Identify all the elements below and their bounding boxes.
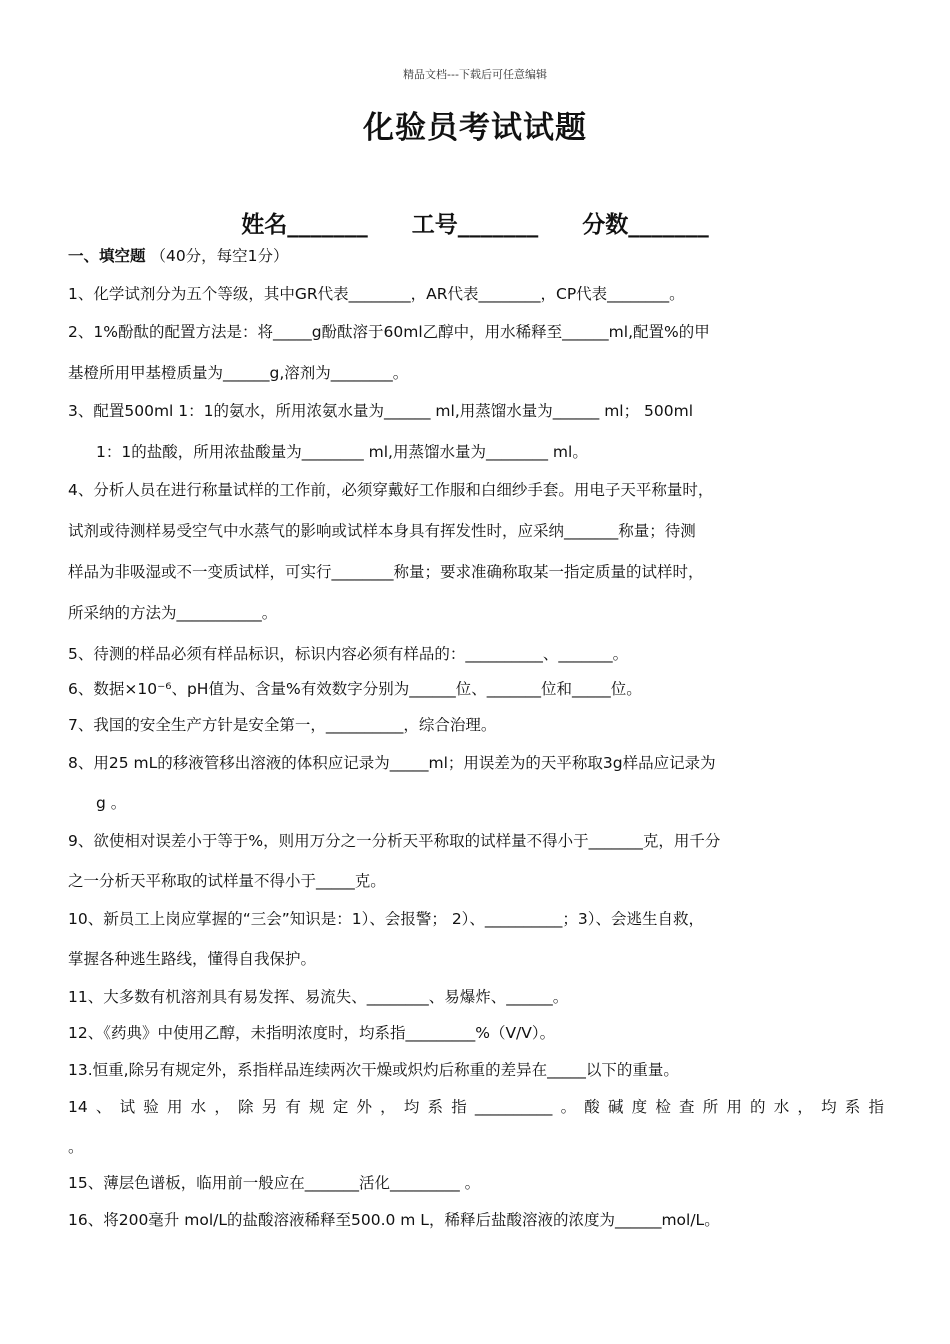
- question-line: 1：1的盐酸，所用浓盐酸量为________ ml,用蒸馏水量为________ ml。: [96, 443, 588, 461]
- question-line: 试剂或待测样易受空气中水蒸气的影响或试样本身具有挥发性时，应采纳_______称量；待测: [68, 522, 696, 540]
- question-line: 9、欲使相对误差小于等于%，则用万分之一分析天平称取的试样量不得小于_______克，用千分: [68, 832, 721, 850]
- question-line: 8、用25 mL的移液管移出溶液的体积应记录为_____ml；用误差为的天平称取3g样品应记录为: [68, 754, 716, 772]
- question-line: 3、配置500ml 1：1的氨水，所用浓氨水量为______ ml,用蒸馏水量为______ ml； 500ml: [68, 402, 694, 420]
- question-line: 13.恒重,除另有规定外，系指样品连续两次干燥或炽灼后称重的差异在_____以下的重量。: [68, 1061, 679, 1079]
- question-line: 2、1%酚酞的配置方法是：将_____g酚酞溶于60ml乙醇中，用水稀释至______ml,配置%的甲: [68, 323, 710, 341]
- question-line: 之一分析天平称取的试样量不得小于_____克。: [68, 872, 386, 890]
- page-title: 化验员考试试题: [363, 110, 587, 146]
- question-line: 1、化学试剂分为五个等级，其中GR代表________，AR代表________，CP代表________。: [68, 285, 685, 303]
- question-line: 基橙所用甲基橙质量为______g,溶剂为________。: [68, 364, 409, 382]
- question-line: 14、试验用水，除另有规定外，均系指__________。酸碱度检查所用的水，均系指: [68, 1098, 884, 1116]
- question-line: 16、将200毫升 mol/L的盐酸溶液稀释至500.0 m L，稀释后盐酸溶液的浓度为______mol/L。: [68, 1211, 720, 1229]
- question-line: 11、大多数有机溶剂具有易发挥、易流失、________、易爆炸、______。: [68, 988, 569, 1006]
- watermark: 精品文档---下载后可任意编辑: [403, 68, 547, 81]
- section-note: （40分，每空1分）: [150, 247, 289, 265]
- exam-info-line: [0, 206, 950, 239]
- question-line: 所采纳的方法为___________。: [68, 604, 278, 622]
- question-list: [68, 246, 884, 1230]
- question-line: 4、分析人员在进行称量试样的工作前，必须穿戴好工作服和白细纱手套。用电子天平称量时，: [68, 481, 714, 499]
- question-line: 5、待测的样品必须有样品标识，标识内容必须有样品的：__________、_______。: [68, 645, 629, 663]
- question-line: 7、我国的安全生产方针是安全第一，__________，综合治理。: [68, 716, 497, 734]
- section-heading: [68, 246, 884, 266]
- question-line: 6、数据×10⁻⁶、pH值为、含量%有效数字分别为______位、_______位和_____位。: [68, 680, 642, 698]
- question-line: 掌握各种逃生路线，懂得自我保护。: [68, 950, 317, 968]
- section-title: 一、填空题: [68, 247, 146, 265]
- score-field: 分数_______: [582, 212, 709, 238]
- name-field: 姓名_______: [241, 212, 368, 238]
- question-line: 12、《药典》中使用乙醇，未指明浓度时，均系指_________%（V/V）。: [68, 1024, 556, 1042]
- question-line: 样品为非吸湿或不一变质试样，可实行________称量；要求准确称取某一指定质量的试样时，: [68, 563, 704, 581]
- question-line: 10、新员工上岗应掌握的“三会”知识是：1）、会报警； 2）、__________；3）、会逃生自救，: [68, 910, 705, 928]
- question-line: 15、薄层色谱板，临用前一般应在_______活化_________ 。: [68, 1174, 481, 1192]
- id-field: 工号_______: [411, 212, 539, 238]
- question-line: 。: [68, 1138, 84, 1156]
- question-line: g 。: [96, 794, 127, 812]
